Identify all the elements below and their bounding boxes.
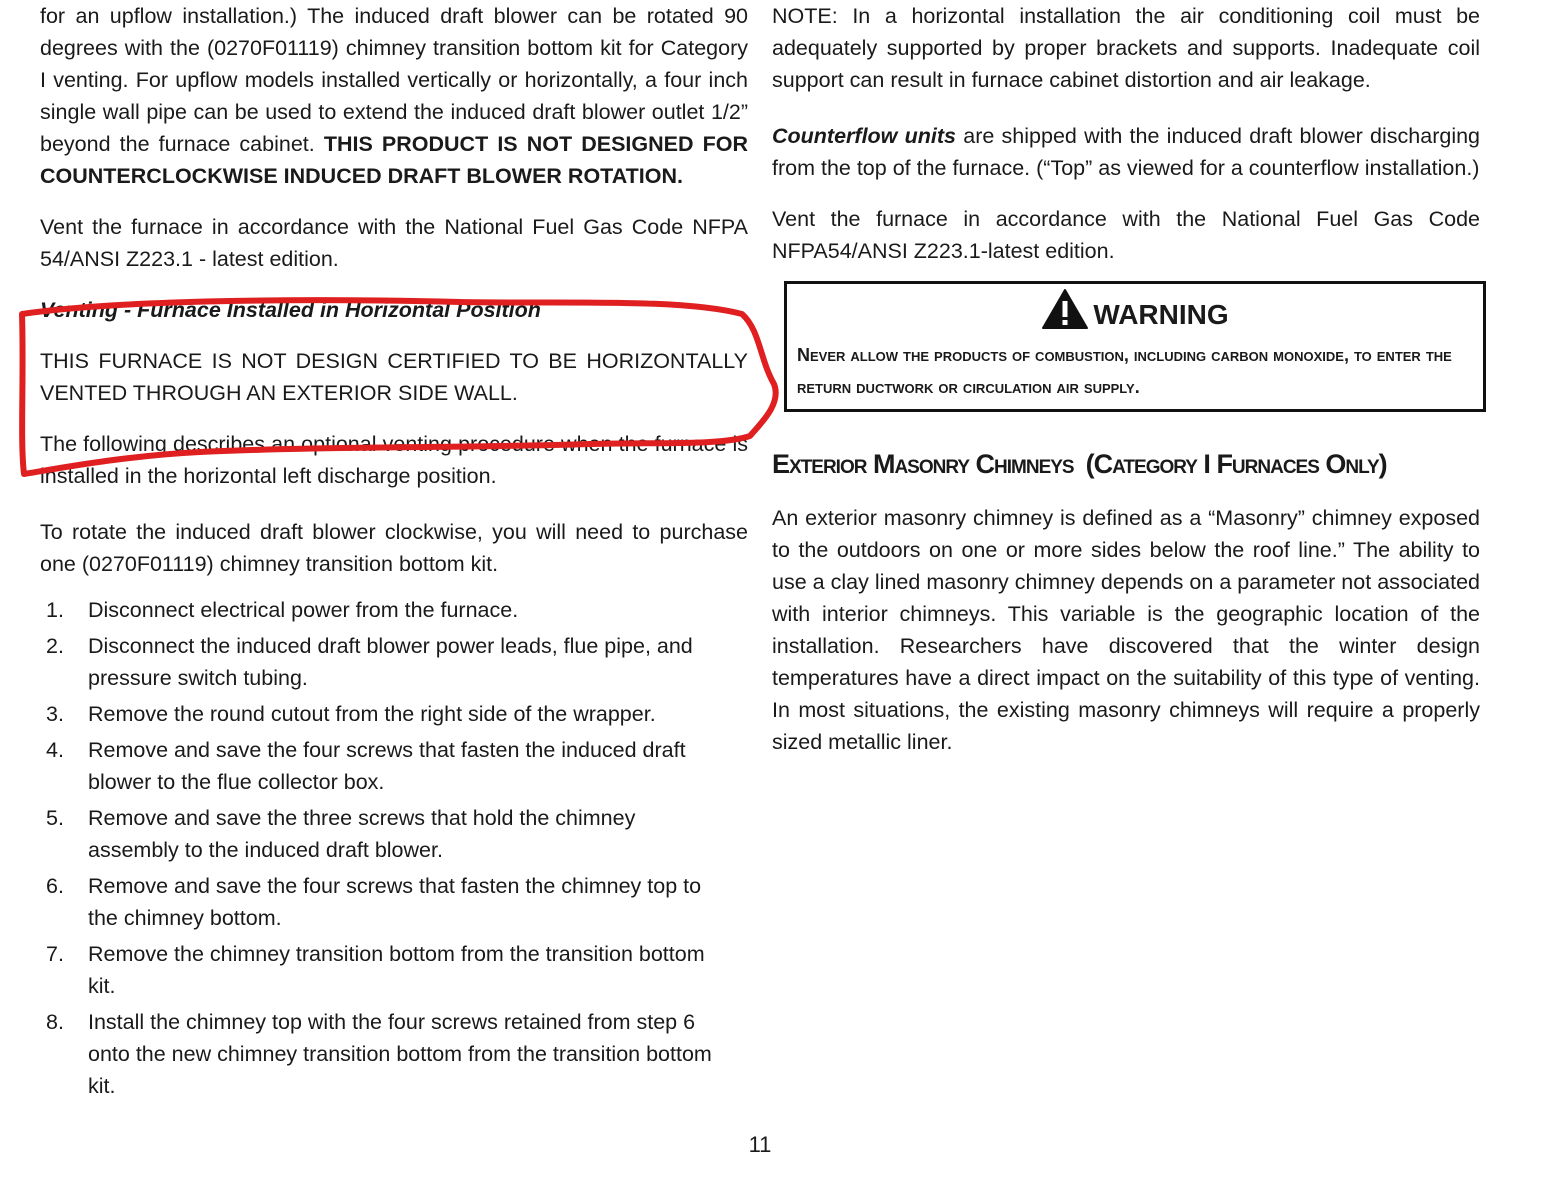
counterflow-paragraph [772,120,1480,184]
right-column [772,0,1480,758]
intro-text: for an upflow installation.) The induced draft blower can be rotated 90 degrees with the (0270F01119) chimney transition bottom kit for Category I venting. For upflow models installed vertically or horizontally, a four inch single wall pipe can be used to extend the induced draft blower outlet 1/2” beyond the furnace cabinet. [40,4,748,156]
list-item: 6. Remove and save the four screws that fasten the chimney top to the chimney bottom. [46,874,702,930]
warning-triangle-icon [1041,288,1089,330]
horizontal-venting-subheading: Venting - Furnace Installed in Horizontal Position [40,298,541,322]
kit-purchase-paragraph: To rotate the induced draft blower clockwise, you will need to purchase one (0270F01119) chimney transition bottom kit. [40,520,748,576]
counterflow-label: Counterflow units [772,124,956,148]
list-item: 4. Remove and save the four screws that fasten the induced draft blower to the flue collector box. [46,738,686,794]
procedure-steps-list [40,594,748,1102]
certification-paragraph: THIS FURNACE IS NOT DESIGN CERTIFIED TO BE HORIZONTALLY VENTED THROUGH AN EXTERIOR SIDE WALL. [40,349,748,405]
heading-main: Exterior Masonry Chimneys [772,449,1074,479]
warning-title: WARNING [1093,299,1229,330]
list-item: 7. Remove the chimney transition bottom from the transition bottom kit. [46,942,705,998]
vent-code-paragraph-right: Vent the furnace in accordance with the National Fuel Gas Code NFPA54/ANSI Z223.1-latest edition. [772,207,1480,263]
warning-header [797,288,1473,339]
optional-procedure-paragraph: The following describes an optional venting procedure when the furnace is installed in the horizontal left discharge position. [40,432,748,488]
list-item: 5. Remove and save the three screws that hold the chimney assembly to the induced draft blower. [46,806,636,862]
vent-code-paragraph: Vent the furnace in accordance with the National Fuel Gas Code NFPA 54/ANSI Z223.1 - latest edition. [40,215,748,271]
masonry-chimneys-heading [772,446,1480,482]
warning-text: Never allow the products of combustion, including carbon monoxide, to enter the return ductwork or circulation air supply. [797,345,1452,397]
warning-box [784,281,1486,412]
counterflow-text: are shipped with the induced draft blower discharging from the top of the furnace. (“Top” as viewed for a counterflow installation.) [772,124,1481,180]
masonry-paragraph: An exterior masonry chimney is defined as a “Masonry” chimney exposed to the outdoors on one or more sides below the roof line.” The ability to use a clay lined masonry chimney depends on a parameter not associated with interior chimneys. This variable is the geographic location of the installation. Researchers have discovered that the winter design temperatures have a direct impact on the suitability of this type of venting. In most situations, the existing masonry chimneys will require a properly sized metallic liner. [772,506,1480,754]
heading-category: (Category I Furnaces Only) [1085,449,1387,479]
page-number: 11 [748,1132,772,1157]
left-column [40,0,748,1106]
intro-paragraph [40,0,748,192]
rotation-warning-text: THIS PRODUCT IS NOT DESIGNED FOR COUNTERCLOCKWISE INDUCED DRAFT BLOWER ROTATION. [40,132,748,188]
list-item: 2. Disconnect the induced draft blower power leads, flue pipe, and pressure switch tubing. [46,634,693,690]
list-item: 8. Install the chimney top with the four screws retained from step 6 onto the new chimney transition bottom from the transition bottom kit. [46,1010,712,1098]
list-item: 1. Disconnect electrical power from the furnace. [46,598,519,622]
list-item: 3. Remove the round cutout from the right side of the wrapper. [46,702,656,726]
coil-support-note: NOTE: In a horizontal installation the air conditioning coil must be adequately supported by proper brackets and supports. Inadequate coil support can result in furnace cabinet distortion and air leakage. [772,4,1480,92]
